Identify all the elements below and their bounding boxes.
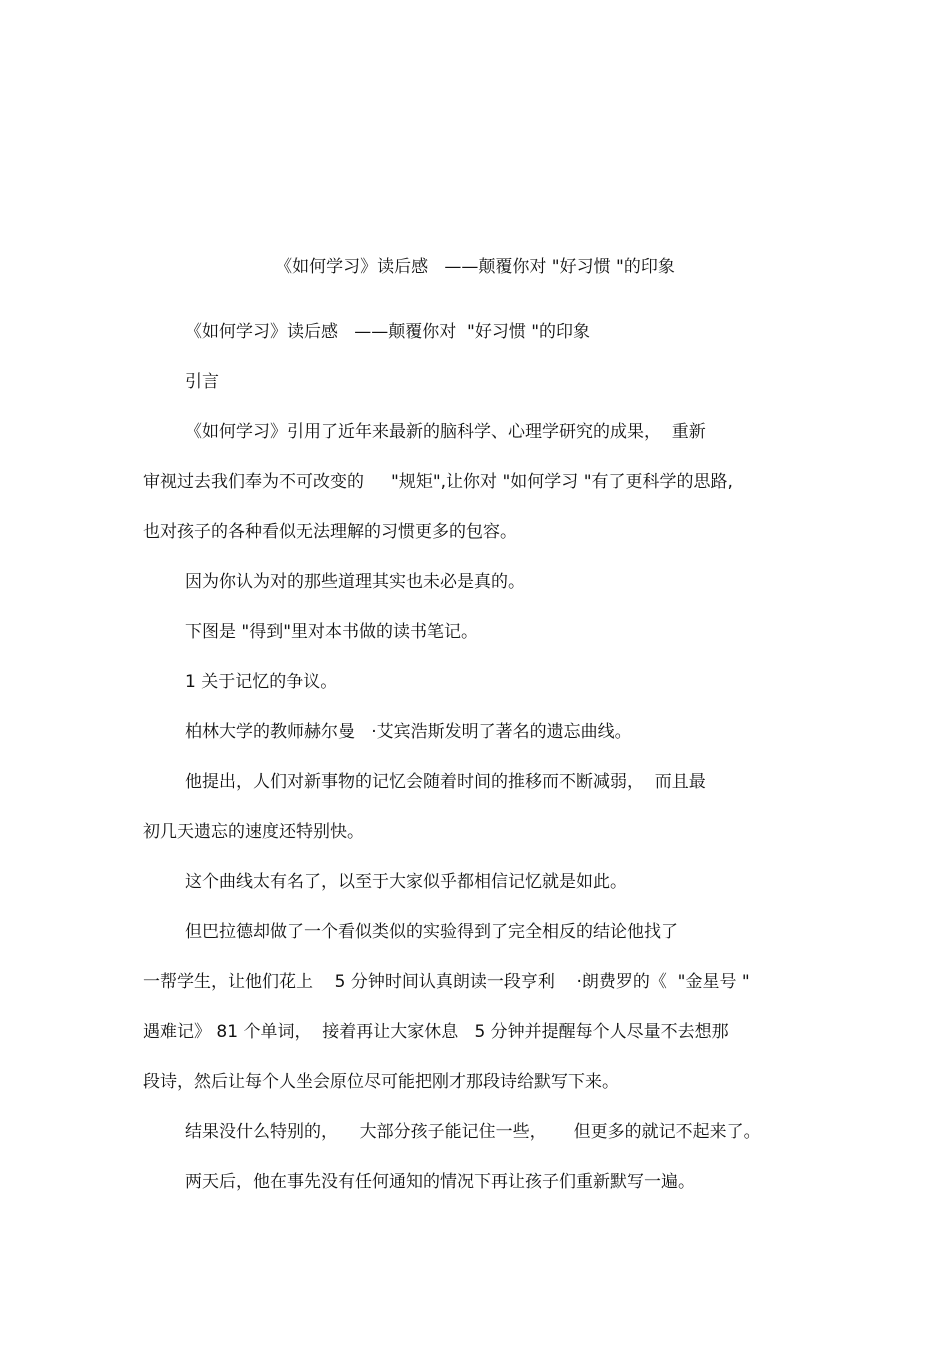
section-label-introduction: 引言 (185, 372, 219, 392)
paragraph-line: 但巴拉德却做了一个看似类似的实验得到了完全相反的结论他找了 (185, 922, 678, 942)
paragraph-line: 两天后，他在事先没有任何通知的情况下再让孩子们重新默写一遍。 (185, 1172, 695, 1192)
paragraph-line: 也对孩子的各种看似无法理解的习惯更多的包容。 (143, 522, 517, 542)
paragraph-line: 这个曲线太有名了，以至于大家似乎都相信记忆就是如此。 (185, 872, 627, 892)
body-heading-line: 《如何学习》读后感 ——颠覆你对 "好习惯 "的印象 (185, 322, 591, 342)
paragraph-line: 初几天遗忘的速度还特别快。 (143, 822, 364, 842)
paragraph-line: 《如何学习》引用了近年来最新的脑科学、心理学研究的成果， 重新 (185, 422, 706, 442)
paragraph-line: 柏林大学的教师赫尔曼 ·艾宾浩斯发明了著名的遗忘曲线。 (185, 722, 632, 742)
paragraph-line: 1 关于记忆的争议。 (185, 672, 338, 692)
page-title: 《如何学习》读后感 ——颠覆你对 "好习惯 "的印象 (275, 257, 675, 277)
paragraph-line: 段诗，然后让每个人坐会原位尽可能把刚才那段诗给默写下来。 (143, 1072, 619, 1092)
document-body (143, 318, 813, 1218)
paragraph-line: 遇难记》 81 个单词， 接着再让大家休息 5 分钟并提醒每个人尽量不去想那 (143, 1022, 729, 1042)
paragraph-line: 一帮学生，让他们花上 5 分钟时间认真朗读一段亨利 ·朗费罗的《 "金星号 " (143, 972, 750, 992)
paragraph-line: 审视过去我们奉为不可改变的 "规矩",让你对 "如何学习 "有了更科学的思路, (143, 472, 733, 492)
paragraph-line: 结果没什么特别的， 大部分孩子能记住一些， 但更多的就记不起来了。 (185, 1122, 761, 1142)
paragraph-line: 下图是 "得到"里对本书做的读书笔记。 (185, 622, 479, 642)
paragraph-line: 他提出，人们对新事物的记忆会随着时间的推移而不断减弱， 而且最 (185, 772, 706, 792)
paragraph-line: 因为你认为对的那些道理其实也未必是真的。 (185, 572, 525, 592)
